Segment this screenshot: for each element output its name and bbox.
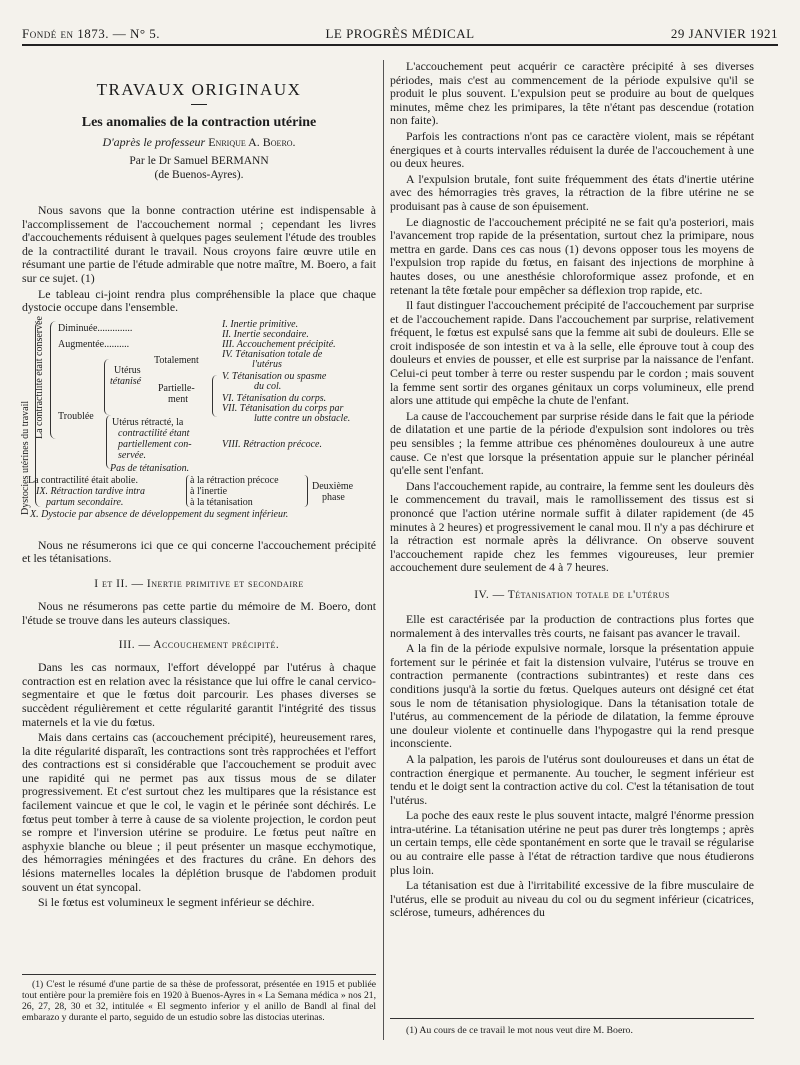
- diagram-item: V. Tétanisation ou spasme: [222, 370, 327, 382]
- diagram-partiellement: ment: [168, 393, 188, 405]
- diagram-item: du col.: [254, 380, 282, 392]
- diagram-troublee: Troublée: [58, 410, 94, 422]
- diagram-retracte: contractilité étant: [118, 427, 190, 439]
- dystocia-table: [20, 315, 376, 527]
- footnote-text: (1) C'est le résumé d'une partie de sa thèse de professorat, présentée en 1915 et publiée tout entière pour la première fois en 1920 à Buenos-Ayres in « La Semana médica » nos 21, 26, 27, 28, 30 et 32, intitulée « El segmento inferior y el anillo de Bandl al final del embarazo y durante el parto, seguido de un estudio sobre las distocias uterinas.: [22, 979, 376, 1023]
- diagram-retraction-precoce: à la rétraction précoce: [190, 474, 279, 486]
- header-journal-title: LE PROGRÈS MÉDICAL: [325, 26, 475, 41]
- diagram-retracte: partiellement con-: [118, 438, 192, 450]
- diagram-retracte: Utérus rétracté, la: [112, 416, 184, 428]
- header-date: 29 JANVIER 1921: [670, 26, 778, 41]
- diagram-pas-tetanisation: Pas de tétanisation.: [110, 462, 190, 474]
- article-author: [22, 154, 376, 182]
- intro-paragraph: Le tableau ci-joint rendra plus compréhensible la place que chaque dystocie occupe dans l'ensemble.: [22, 286, 376, 315]
- header-founded: Fondé en 1873. — N° 5.: [22, 26, 161, 41]
- diagram-item: III. Accouchement précipité.: [222, 338, 336, 350]
- subtitle-name: Enrique A. Boero.: [208, 135, 296, 149]
- troublee-brace: [106, 415, 111, 469]
- diagram-retracte: servée.: [118, 449, 147, 461]
- body-paragraph: A la palpation, les parois de l'utérus sont douloureuses et dans un état de contraction énergique et permanente. Au toucher, le segment inférieur est tendu et le doigt sent la contraction active du col. C'est la tétanisation de tout l'utérus.: [390, 751, 754, 807]
- body-paragraph: A la fin de la période expulsive normale, lorsque la présentation appuie fortement sur le périnée et fait la distension vulvaire, l'utérus se trouve en contraction permanente (contractions subintrantes) et reste dans ces conditions jusqu'à la sortie du fœtus. Quelques auteurs ont désigné cet état sous le nom de tétanisation physiologique. Dans la tétanisation totale de l'utérus, au commencement de la période de dilatation, la femme éprouve une douleur violente et continuelle dans l'hypogastre qui la rend presque inconsciente.: [390, 641, 754, 751]
- diagram-item: VI. Tétanisation du corps.: [222, 392, 327, 404]
- body-paragraph: A l'expulsion brutale, font suite fréquemment des états d'inertie utérine avec des hémorragies très graves, la rétraction de la fibre utérine ne se produisant pas à cause de son épuisement.: [390, 171, 754, 213]
- article-subtitle: [22, 135, 376, 150]
- diagram-inertie: à l'inertie: [190, 485, 228, 497]
- body-paragraph: Elle est caractérisée par la production de contractions plus fortes que normalement à des intervalles très courts, ne faisant pas avancer le travail.: [390, 611, 754, 640]
- tetanise-brace: [104, 359, 109, 415]
- subsection-heading-text: I et II. — Inertie primitive et secondaire: [94, 577, 304, 590]
- diagram-item: VIII. Rétraction précoce.: [222, 438, 322, 450]
- intro-paragraph: Nous savons que la bonne contraction utérine est indispensable à l'accomplissement de l'accouchement normal ; cependant les livres d'accouchements réduisent à quelques pages seulement l'étude des troubles de la contractilité durant le travail. Nous croyons faire œuvre utile en résumant une partie de l'étude admirable que notre maître, M. Boero, a fait sur ce sujet. (1): [22, 203, 376, 285]
- body-paragraph: Si le fœtus est volumineux le segment inférieur se déchire.: [38, 895, 315, 910]
- diagram-diminuee: Diminuée..............: [58, 322, 133, 334]
- author-line: Par le Dr Samuel BERMANN: [129, 155, 269, 167]
- author-place: (de Buenos-Ayres).: [154, 169, 244, 181]
- diagram-item: VII. Tétanisation du corps par: [222, 402, 344, 414]
- footnote-text: (1) Au cours de ce travail le mot nous veut dire M. Boero.: [406, 1025, 633, 1036]
- body-paragraph: L'accouchement peut acquérir ce caractère précipité à ses diverses périodes, mais c'est au commencement de la période expulsive qu'il se produit le plus souvent. L'expulsion peut se produire au bout de quelques minutes, même chez les primipares, la tête n'étant pas descendue (rotation non faite).: [390, 59, 754, 128]
- subsection-heading-text: III. — Accouchement précipité.: [118, 639, 280, 652]
- body-paragraph: Parfois les contractions n'ont pas ce caractère violent, mais se répétant énergiques et à courts intervalles réduisent la durée de l'accouchement à une ou deux heures.: [390, 128, 754, 171]
- left-column: [22, 60, 376, 1043]
- diagram-item: IV. Tétanisation totale de: [222, 348, 323, 360]
- right-column: [390, 60, 754, 1013]
- inner-brace: [50, 321, 56, 439]
- left-footnote: [22, 974, 376, 1025]
- subsection-heading: [22, 578, 376, 590]
- body-paragraph: Le diagnostic de l'accouchement précipité ne se fait qu'a posteriori, mais l'avancement trop rapide de la présentation, surtout chez la primipare, nous mettra en garde. Dans ces cas nous (1) devons opposer tous les moyens de l'expulsion trop rapide du fœtus, en faisant des injections de morphine à hautes doses, ou une anesthésie chloroformique assez profonde, et en retenant la tête fœtale pour empêcher sa déflexion trop rapide, etc.: [390, 214, 754, 297]
- body-paragraph: La poche des eaux reste le plus souvent intacte, malgré l'énorme pression intra-utérine. La tétanisation utérine ne peut pas durer très longtemps ; après un certain temps, elle cède spontanément en sorte que le travail se régularise ou au contraire elle passe à l'état de rétraction tardive que nous étudierons plus loin.: [390, 808, 754, 877]
- phase-brace: [304, 475, 308, 507]
- article-title: Les anomalies de la contraction utérine: [81, 115, 317, 130]
- body-paragraph: Mais dans certains cas (accouchement précipité), heureusement rares, la dite régularité disparaît, les contractions sont très rapprochées et l'effort des contractions est si considérable que l'accouchement se produit avec une rapidité qui ne permet pas aux tissus mous de se dilater progressivement. Et c'est surtout chez les multipares que la résistance est facilement vaincue et que le col, le vagin et le périnée sont déchirés. Le fœtus peut tomber à terre à cause de sa violente projection, le cordon peut se rompre et l'inversion utérine se produire. Le fœtus peut naître en asphyxie blanche ou bleue ; il peut présenter un masque ecchymotique, des hémorragies méningées et des fractures du crâne. En dehors des lésions maternelles locales la déplétion brusque de l'abdomen produit souvent un état syncopal.: [22, 730, 376, 894]
- diagram-deuxieme-phase: phase: [322, 491, 345, 503]
- body-paragraph: Dans l'accouchement rapide, au contraire, la femme sent les douleurs dès le commencement du travail, mais le ramollissement des tissus est si prononcé que l'action utérine normale suffit à dilater rapidement (de 45 minutes à 2 heures) et progressivement le canal mou. Il n'y a pas déchirure et la rétraction est normale après la délivrance. On observe souvent l'accouchement rapide chez les femmes vigoureuses, leur premier accouchement dure seulement de 4 à 7 heures.: [390, 478, 754, 575]
- diagram-augmentee: Augmentée..........: [58, 338, 130, 350]
- body-paragraph: Il faut distinguer l'accouchement précipité de l'accouchement par surprise et de l'accouchement rapide. Dans l'accouchement par surprise, relativement fréquent, le fœtus est expulsé sans que la femme ait subi de douleurs. Elle se croit indisposée de son intestin et va à la selle, elle éprouve tout à coup des douleurs et envies de pousser, et elle est surprise par la naissance de l'enfant. Celui-ci peut tomber à terre ou rester suspendu par le cordon ; mais souvent la femme sent sortir des organes génitaux un corps volumineux, elle prend alors une attitude qui empêche la chute de l'enfant.: [390, 298, 754, 408]
- diagram-item: l'utérus: [252, 358, 282, 370]
- subtitle-prefix: D'après le professeur: [102, 135, 206, 149]
- subsection-heading: [22, 639, 376, 651]
- section-heading: TRAVAUX ORIGINAUX: [96, 80, 302, 99]
- section-rule: [191, 104, 207, 105]
- body-paragraph: Nous ne résumerons pas cette partie du mémoire de M. Boero, dont l'étude se trouve dans les auteurs classiques.: [22, 598, 376, 627]
- body-paragraph: La cause de l'accouchement par surprise réside dans le fait que la période de dilatation et une partie de la période d'expulsion sont indolores ou très peu sensibles ; la femme attribue ces phénomènes douloureux à une autre cause. Ce n'est que lorsque la présentation appuie sur le plancher périnéal qu'elle sent l'enfant.: [390, 408, 754, 478]
- partiellement-brace: [212, 375, 217, 417]
- diagram-item: II. Inertie secondaire.: [222, 328, 309, 340]
- diagram-item: lutte contre un obstacle.: [254, 412, 351, 424]
- diagram-totalement: Totalement: [154, 354, 199, 366]
- body-paragraph: La tétanisation est due à l'irritabilité excessive de la fibre musculaire de l'utérus, elle se produit au niveau du col ou du segment inférieur (cicatrices, sclérose, tumeurs, adhérences du: [390, 878, 754, 920]
- diagram-ix: IX. Rétraction tardive intra: [36, 485, 146, 497]
- diagram-abolie: La contractilité était abolie.: [28, 474, 138, 486]
- subsection-heading: [390, 589, 754, 601]
- diagram-uterus-tetanise: Utérus: [114, 364, 141, 376]
- diagram-x: X. Dystocie par absence de développement du segment inférieur.: [30, 508, 289, 520]
- subsection-heading-text: IV. — Tétanisation totale de l'utérus: [474, 588, 670, 601]
- column-rule: [383, 60, 384, 1040]
- diagram-vertical-inner: La contractilité était conservée: [34, 315, 45, 439]
- diagram-tetanisation: à la tétanisation: [190, 496, 253, 508]
- body-paragraph: Nous ne résumerons ici que ce qui concerne l'accouchement précipité et les tétanisations.: [22, 537, 376, 566]
- diagram-deuxieme-phase: Deuxième: [312, 480, 354, 492]
- right-footnote: [390, 1018, 754, 1038]
- diagram-ix: partum secondaire.: [46, 496, 124, 508]
- diagram-uterus-tetanise: tétanisé: [110, 375, 142, 387]
- diagram-vertical-outer: Dystocies utérines du travail: [20, 400, 31, 515]
- diagram-item: I. Inertie primitive.: [222, 318, 299, 330]
- running-head: [22, 26, 778, 46]
- body-paragraph: Dans les cas normaux, l'effort développé par l'utérus à chaque contraction est en relation avec la résistance que lui offre le canal cervico-segmentaire et que le fœtus doit parcourir. Les phases diverses se succèdent régulièrement et cette régularité garantit l'intégrité des tissus maternels et la vie du fœtus.: [22, 660, 376, 729]
- diagram-partiellement: Partielle-: [158, 382, 195, 394]
